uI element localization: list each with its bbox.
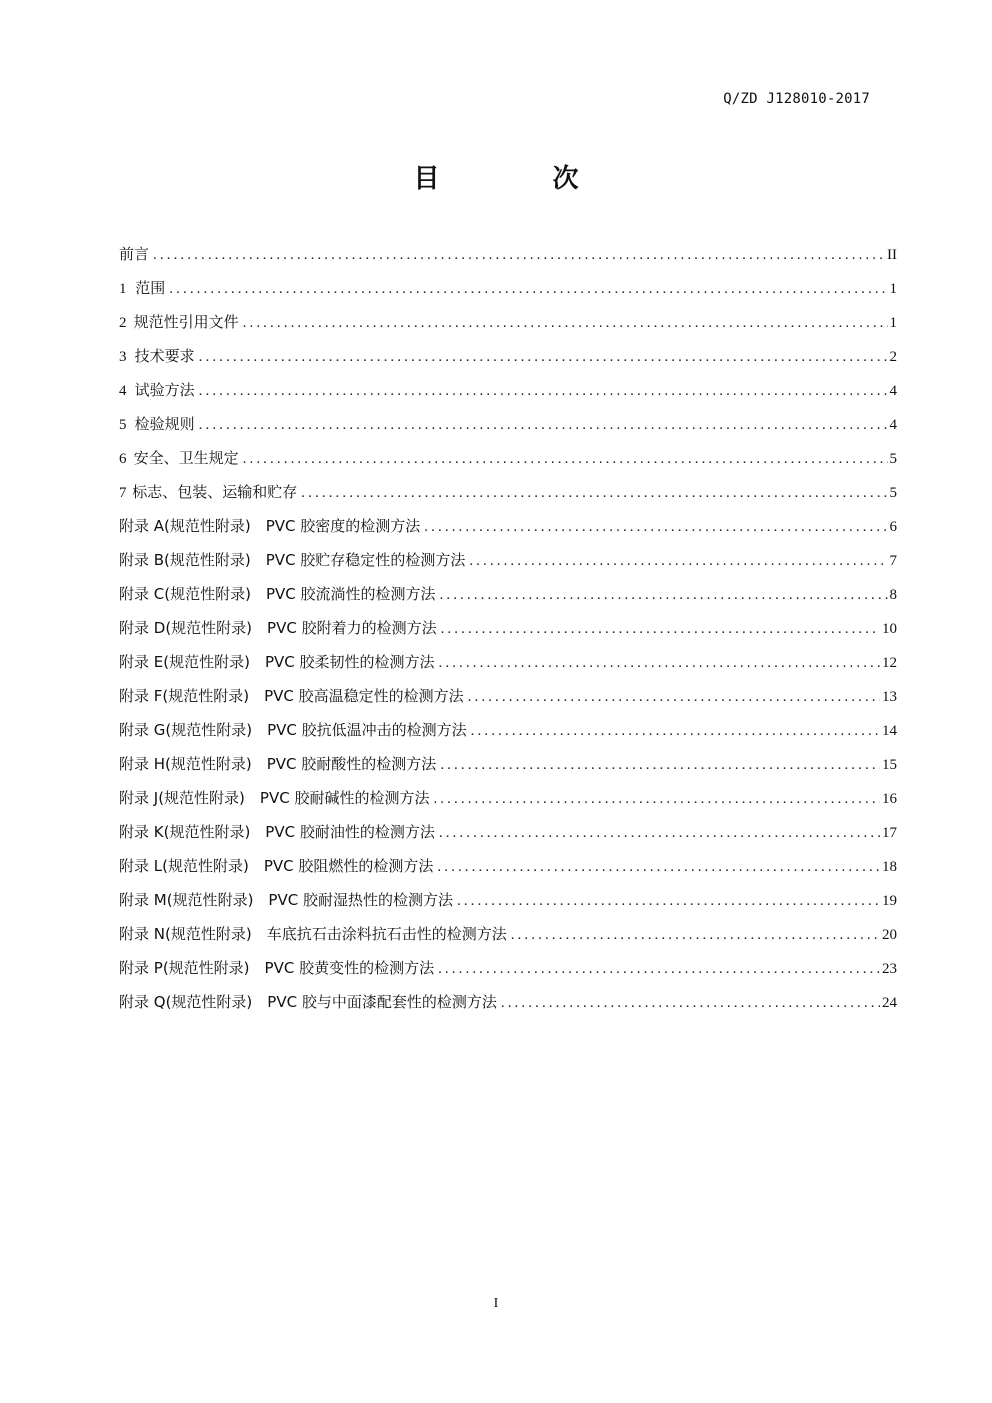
dot-leader: [501, 986, 880, 1020]
dot-leader: [169, 272, 887, 306]
toc-entry-page: 17: [882, 825, 897, 841]
toc-entry-label: 附录 Q(规范性附录) PVC 胶与中面漆配套性的检测方法: [119, 993, 497, 1011]
dot-leader: [440, 748, 880, 782]
toc-entry[interactable]: [119, 679, 897, 713]
toc-entry-label: 附录 A(规范性附录) PVC 胶密度的检测方法: [119, 517, 421, 535]
toc-entry-page: 1: [889, 315, 897, 331]
dot-leader: [468, 680, 880, 714]
toc-entry-label: 附录 D(规范性附录) PVC 胶附着力的检测方法: [119, 619, 437, 637]
toc-entry[interactable]: [119, 339, 897, 373]
toc-entry-label: 附录 K(规范性附录) PVC 胶耐油性的检测方法: [119, 823, 435, 841]
toc-entry-page: 7: [889, 553, 897, 569]
dot-leader: [433, 782, 880, 816]
toc-entry-label: 技术要求: [134, 347, 195, 365]
dot-leader: [457, 884, 880, 918]
toc-entry-label: 附录 N(规范性附录) 车底抗石击涂料抗石击性的检测方法: [119, 925, 507, 943]
toc-entry-number: 2: [119, 315, 127, 331]
dot-leader: [439, 816, 880, 850]
toc-entry[interactable]: [119, 951, 897, 985]
toc-entry-page: 13: [882, 689, 897, 705]
toc-entry[interactable]: [119, 271, 897, 305]
dot-leader: [439, 646, 881, 680]
toc-entry-page: 18: [882, 859, 897, 875]
dot-leader: [438, 952, 880, 986]
page-number: I: [493, 1296, 499, 1311]
toc-entry-label: 附录 P(规范性附录) PVC 胶黄变性的检测方法: [119, 959, 435, 977]
toc-entry[interactable]: [119, 713, 897, 747]
toc-entry[interactable]: [119, 509, 897, 543]
dot-leader: [440, 578, 888, 612]
toc-entry[interactable]: [119, 237, 897, 271]
toc-entry-page: 5: [889, 451, 897, 467]
toc-entry[interactable]: [119, 543, 897, 577]
page-title: 目 次: [413, 164, 631, 194]
toc-entry-label: 前言: [119, 245, 150, 263]
toc-entry-page: 1: [889, 281, 897, 297]
toc-entry-page: 24: [882, 995, 897, 1011]
toc-entry-label: 附录 F(规范性附录) PVC 胶高温稳定性的检测方法: [119, 687, 464, 705]
toc-entry-label: 标志、包装、运输和贮存: [132, 483, 298, 501]
dot-leader: [424, 510, 887, 544]
toc-entry-page: 6: [889, 519, 897, 535]
toc-entry[interactable]: [119, 441, 897, 475]
toc-entry-label: 附录 B(规范性附录) PVC 胶贮存稳定性的检测方法: [119, 551, 466, 569]
toc-entry-label: 附录 L(规范性附录) PVC 胶阻燃性的检测方法: [119, 857, 434, 875]
toc-entry-number: 5: [119, 417, 127, 433]
dot-leader: [199, 374, 888, 408]
toc-entry[interactable]: [119, 407, 897, 441]
toc-entry-label: 附录 H(规范性附录) PVC 胶耐酸性的检测方法: [119, 755, 437, 773]
toc-entry-label: 检验规则: [134, 415, 195, 433]
toc-entry-page: 15: [882, 757, 897, 773]
toc-entry[interactable]: [119, 849, 897, 883]
toc-entry[interactable]: [119, 475, 897, 509]
toc-entry-number: 6: [119, 451, 127, 467]
toc-entry[interactable]: [119, 373, 897, 407]
toc-entry[interactable]: [119, 815, 897, 849]
toc-entry[interactable]: [119, 305, 897, 339]
toc-entry-page: II: [887, 247, 897, 263]
toc-entry[interactable]: [119, 611, 897, 645]
toc-entry[interactable]: [119, 883, 897, 917]
toc-entry-page: 16: [882, 791, 897, 807]
toc-entry-number: 7: [119, 485, 127, 501]
dot-leader: [199, 340, 888, 374]
dot-leader: [469, 544, 887, 578]
document-code: Q/ZD J128010-2017: [723, 91, 870, 107]
toc-entry-number: 4: [119, 383, 127, 399]
dot-leader: [243, 442, 888, 476]
toc-entry[interactable]: [119, 577, 897, 611]
dot-leader: [243, 306, 888, 340]
toc-entry-label: 规范性引用文件: [133, 313, 239, 331]
toc-entry[interactable]: [119, 645, 897, 679]
toc-entry[interactable]: [119, 917, 897, 951]
toc-entry-number: 1: [119, 281, 127, 297]
toc-entry-page: 23: [882, 961, 897, 977]
dot-leader: [511, 918, 880, 952]
dot-leader: [153, 238, 885, 272]
toc-entry[interactable]: [119, 781, 897, 815]
toc-entry-page: 19: [882, 893, 897, 909]
toc-entry-page: 14: [882, 723, 897, 739]
toc-entry-page: 20: [882, 927, 897, 943]
toc-entry-label: 附录 C(规范性附录) PVC 胶流淌性的检测方法: [119, 585, 436, 603]
toc-entry-page: 12: [882, 655, 897, 671]
toc-entry[interactable]: [119, 747, 897, 781]
toc-entry-page: 5: [889, 485, 897, 501]
dot-leader: [471, 714, 880, 748]
toc-entry[interactable]: [119, 985, 897, 1019]
toc-entry-label: 安全、卫生规定: [133, 449, 239, 467]
toc-entry-page: 4: [889, 417, 897, 433]
toc-entry-number: 3: [119, 349, 127, 365]
toc-entry-page: 10: [882, 621, 897, 637]
dot-leader: [441, 612, 880, 646]
dot-leader: [437, 850, 880, 884]
toc-entry-label: 附录 E(规范性附录) PVC 胶柔韧性的检测方法: [119, 653, 435, 671]
table-of-contents: [119, 237, 897, 1019]
toc-entry-label: 试验方法: [134, 381, 195, 399]
toc-entry-label: 附录 G(规范性附录) PVC 胶抗低温冲击的检测方法: [119, 721, 467, 739]
toc-entry-label: 范围: [135, 279, 166, 297]
dot-leader: [199, 408, 888, 442]
toc-entry-page: 8: [889, 587, 897, 603]
toc-entry-label: 附录 M(规范性附录) PVC 胶耐湿热性的检测方法: [119, 891, 453, 909]
dot-leader: [301, 476, 887, 510]
toc-entry-label: 附录 J(规范性附录) PVC 胶耐碱性的检测方法: [119, 789, 430, 807]
toc-entry-page: 2: [889, 349, 897, 365]
toc-entry-page: 4: [889, 383, 897, 399]
